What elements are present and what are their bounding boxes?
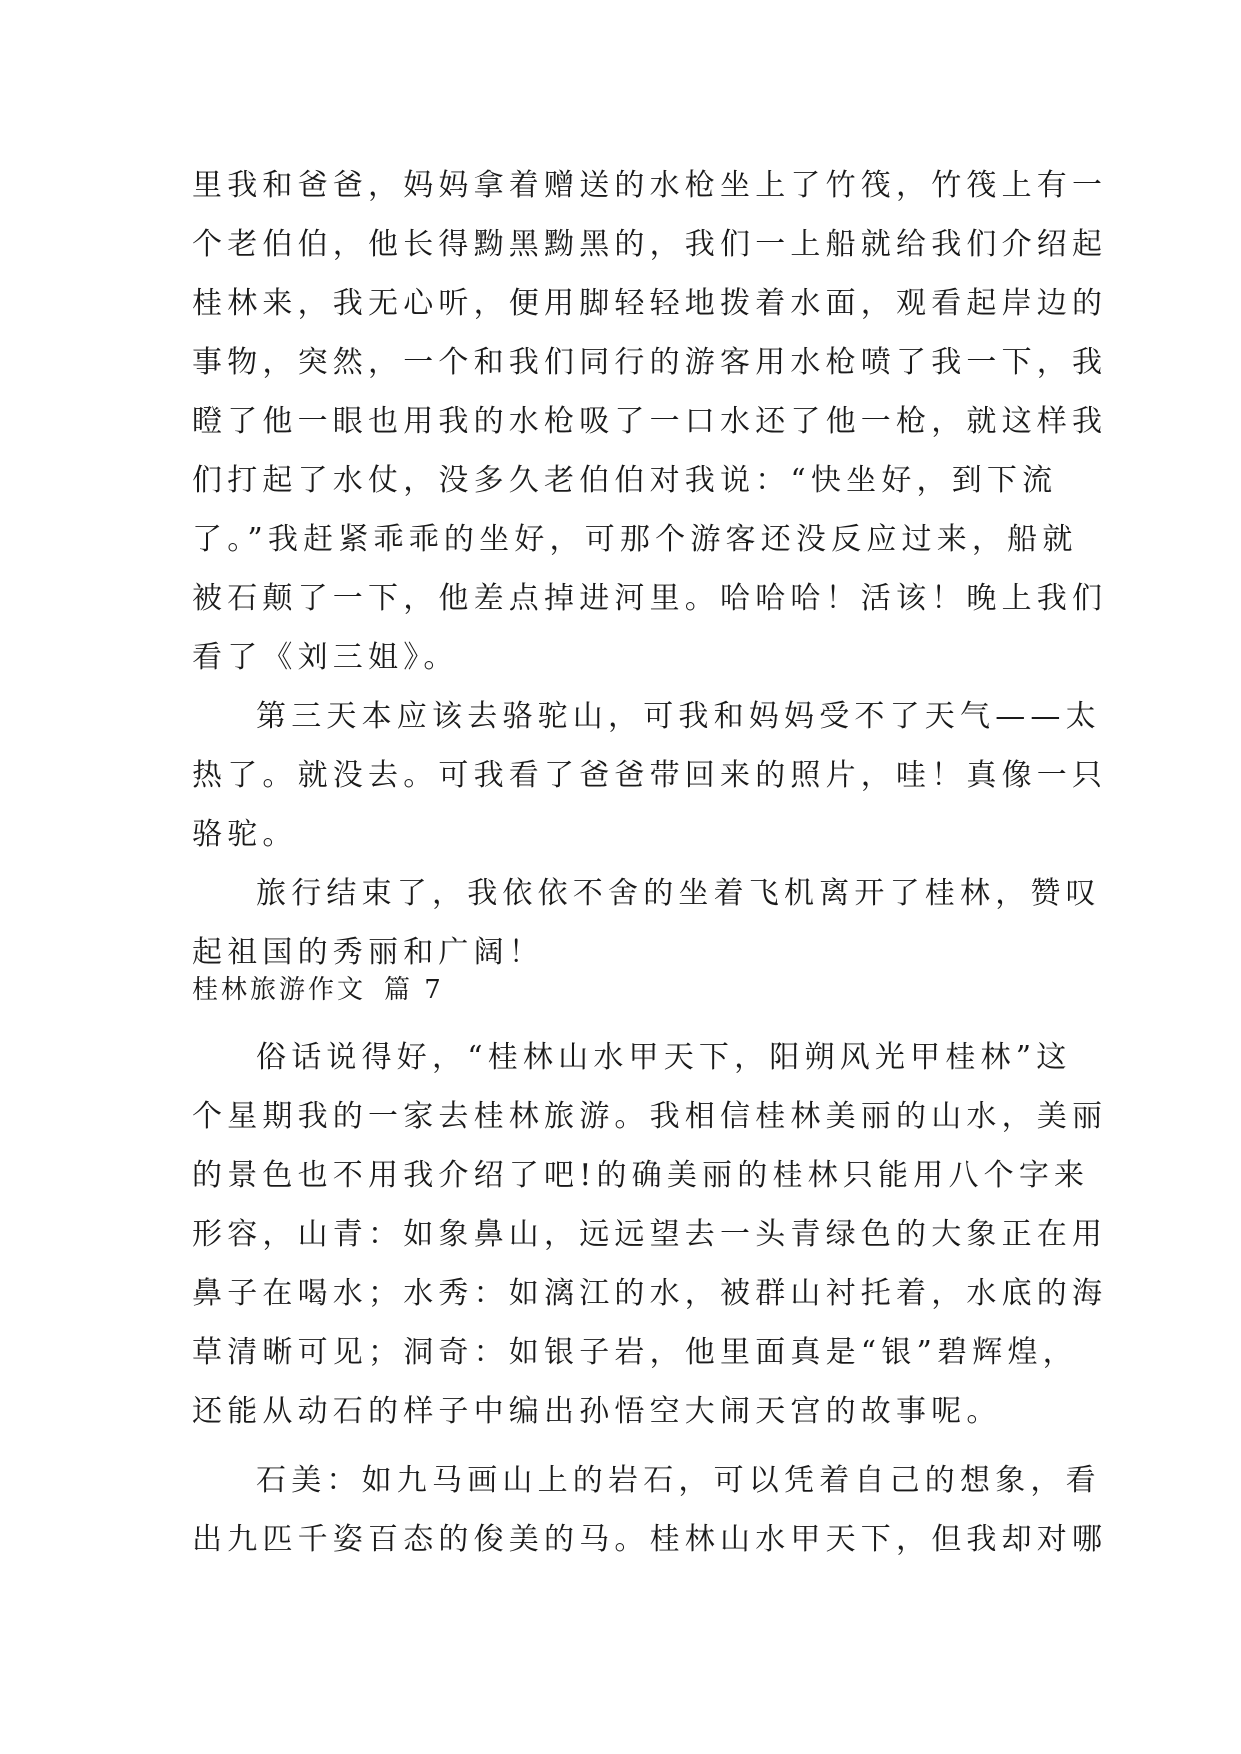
text-line: 看了《刘三姐》。 [192,640,459,675]
text-line: 被石颠了一下，他差点掉进河里。哈哈哈！活该！晚上我们 [192,581,1108,616]
text-line: 俗话说得好，“桂林山水甲天下，阳朔风光甲桂林”这 [256,1040,1072,1075]
text-line: 个星期我的一家去桂林旅游。我相信桂林美丽的山水，美丽 [192,1099,1108,1134]
text-line: 草清晰可见；洞奇：如银子岩，他里面真是“银”碧辉煌， [192,1335,1078,1370]
text-line: 第三天本应该去骆驼山，可我和妈妈受不了天气——太 [256,699,1101,734]
text-line: 骆驼。 [192,817,298,852]
section-heading [192,968,444,1012]
text-line: 了。”我赶紧乖乖的坐好，可那个游客还没反应过来，船就 [192,522,1078,557]
text-line: 瞪了他一眼也用我的水枪吸了一口水还了他一枪，就这样我 [192,404,1108,439]
text-line: 的景色也不用我介绍了吧!的确美丽的桂林只能用八个字来 [192,1158,1090,1193]
text-line: 出九匹千姿百态的俊美的马。桂林山水甲天下，但我却对哪 [192,1522,1108,1557]
text-line: 桂林来，我无心听，便用脚轻轻地拨着水面，观看起岸边的 [192,286,1108,321]
section-title: 桂林旅游作文 [192,975,367,1005]
text-line: 还能从动石的样子中编出孙悟空大闹天宫的故事呢。 [192,1394,1002,1429]
text-line: 们打起了水仗，没多久老伯伯对我说：“快坐好，到下流 [192,463,1058,498]
text-line: 鼻子在喝水；水秀：如漓江的水，被群山衬托着，水底的海 [192,1276,1108,1311]
lower-paragraphs [192,1028,1108,1569]
section-number-label: 篇 7 [384,975,444,1005]
text-line: 旅行结束了，我依依不舍的坐着飞机离开了桂林，赞叹 [256,876,1101,911]
text-line: 个老伯伯，他长得黝黑黝黑的，我们一上船就给我们介绍起 [192,227,1108,262]
text-line: 石美：如九马画山上的岩石，可以凭着自己的想象，看 [256,1463,1101,1498]
upper-paragraphs [192,156,1108,982]
text-line: 起祖国的秀丽和广阔！ [192,935,544,970]
text-line: 里我和爸爸，妈妈拿着赠送的水枪坐上了竹筏，竹筏上有一 [192,168,1108,203]
text-line: 形容，山青：如象鼻山，远远望去一头青绿色的大象正在用 [192,1217,1108,1252]
text-line: 事物，突然，一个和我们同行的游客用水枪喷了我一下，我 [192,345,1108,380]
text-line: 热了。就没去。可我看了爸爸带回来的照片，哇！真像一只 [192,758,1108,793]
